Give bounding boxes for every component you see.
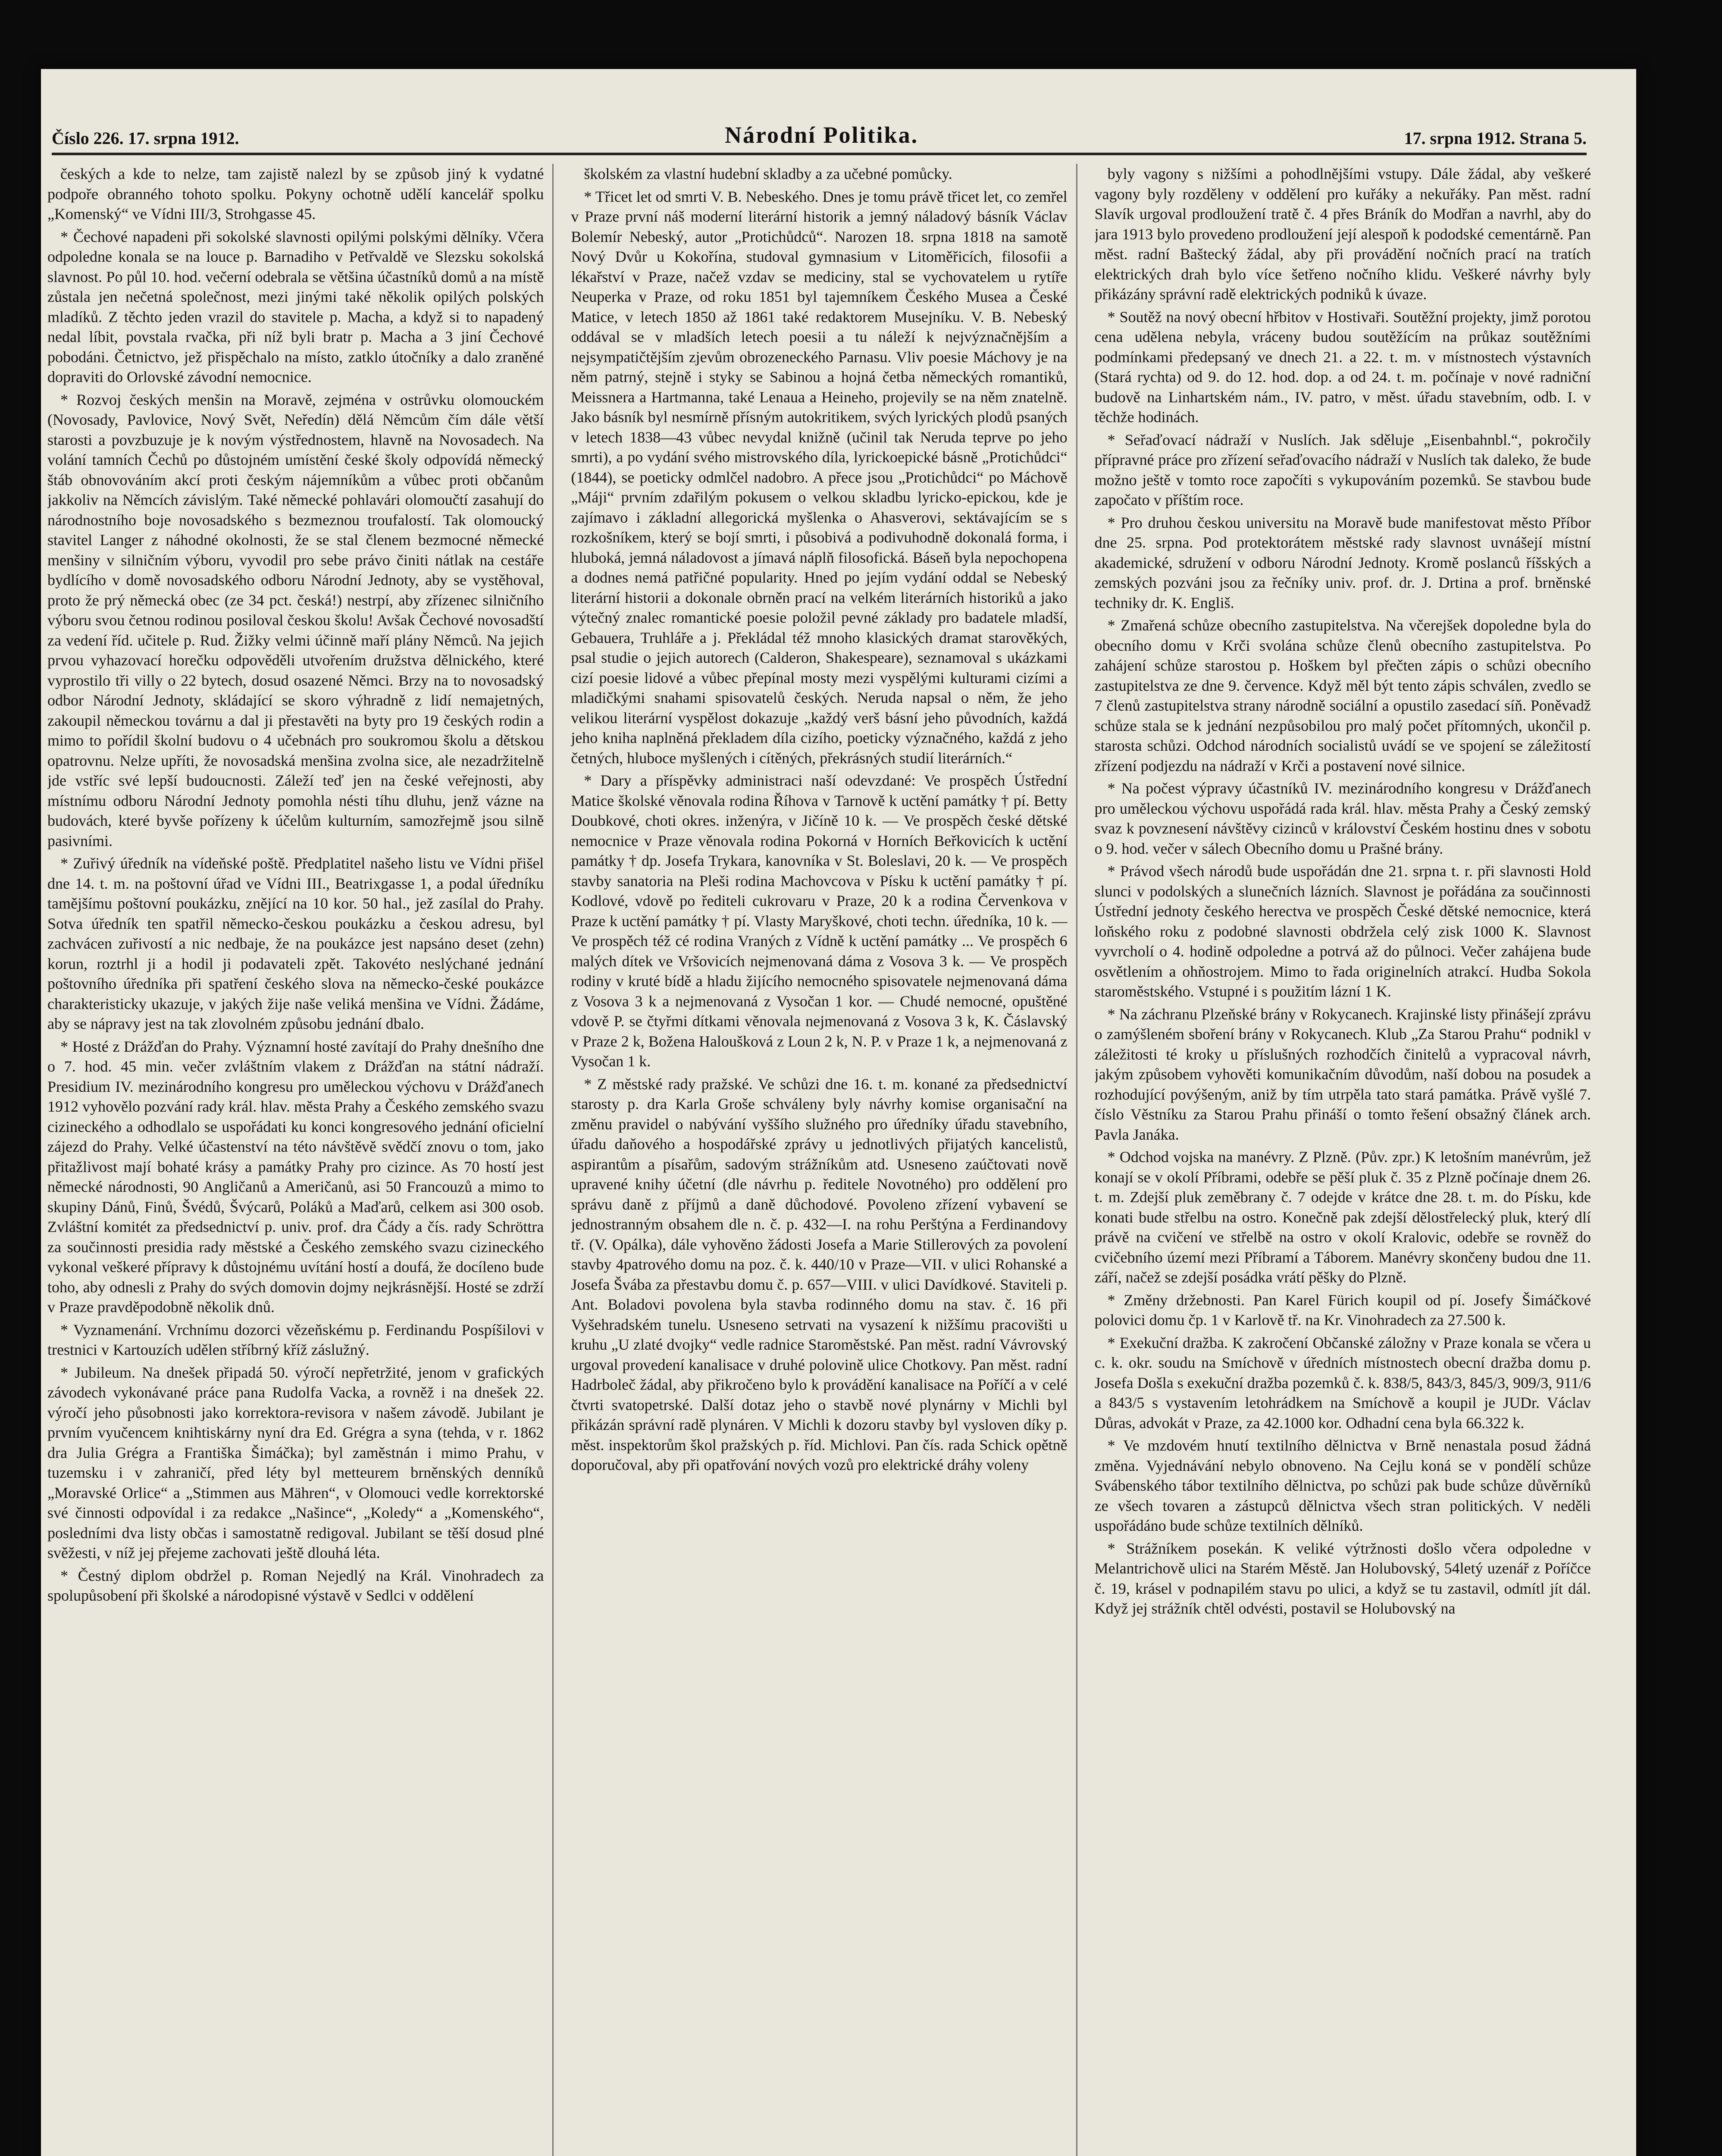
article-paragraph: školském za vlastní hudební skladby a za učebné pomůcky.	[584, 165, 952, 182]
article-paragraph: * Exekuční dražba. K zakročení Občanské záložny v Praze konala se včera u c. k. okr. soudu na Smíchově v úředních místnostech obecní dražba domu p. Josefa Došla s exekuční dražba pozemků č. k. 838/5, 843/3, 845/3, 909/3, 911/6 a 843/5 s vystavením letohrádkem na Smíchově a koupil je JUDr. Václav Důras, advokát v Praze, za 42.1000 kor. Odhadní cena byla 66.322 k.	[1094, 1334, 1591, 1432]
column-2	[571, 164, 1077, 2156]
article-paragraph: * Soutěž na nový obecní hřbitov v Hostivaři. Soutěžní projekty, jimž porotou cena udělena nebyla, vráceny budou soutěžícím na průkaz soutěžními podmínkami předepsaný ve dnech 21. a 22. t. m. v místnostech výstavních (Stará rychta) od 9. do 12. hod. dop. a od 24. t. m. počínaje v nové radniční budově na Linhartském nám., IV. patro, v měst. úřadu stavebním, odb. I. v těchže hodinách.	[1094, 308, 1591, 426]
article-paragraph: * Rozvoj českých menšin na Moravě, zejména v ostrůvku olomouckém (Novosady, Pavlovice, Nový Svět, Neředín) dělá Němcům čím dále větší starosti a povzbuzuje je k novým výstřednostem, hlavně na Novosadech. Na volání tamních Čechů po důstojném umístění české školy odpovídá německý štáb obnovováním akcí proti českým nájemníkům a vůbec proti občanům jakkoliv na Němcích závislým. Také německé pohlavári olomoučtí zasahují do národnostního boje novosadského s bezmeznou troufalostí. Tak olomoucký stavitel Langer z náhodné okolnosti, že se stal členem bezmocné německé menšiny v silničním výboru, vyvodil pro sebe právo činiti nátlak na cestáře bydlícího v domě novosadského odboru Národní Jednoty, aby se vystěhoval, proto že prý německá obec (ze 34 pct. česká!) nestrpí, aby zřízenec silničního výboru svou četnou rodinou posiloval českou školu! Avšak Čechové novosadští za vedení říd. učitele p. Rud. Žižky velmi účinně maří plány Němců. Na jejich prvou vyhazovací horečku odpověděli utvořením družstva dělnického, které vyprostilo tři villy o 22 bytech, dosud osazené Němci. Brzy na to novosadský odbor Národní Jednoty, skládající se skoro výhradně z lidí nemajetných, zakoupil německou továrnu a dal ji přestavěti na byty pro 19 českých rodin a mimo to pořídil školní budovu o 4 učebnách pro soukromou školu a dětskou opatrovnu. Nelze upříti, že novosadská menšina zvolna sice, ale nezadržitelně jde vstříc své lepší budoucnosti. Záleží teď jen na české veřejnosti, aby místnímu odboru Národní Jednoty pomohla nésti tíhu dluhu, jenž vázne na budovách, které byvše pořízeny k účelům kulturním, samozřejmě jsou silně pasivními.	[47, 391, 544, 849]
article-columns	[47, 164, 1600, 2156]
article-paragraph: * Změny držebnosti. Pan Karel Fürich koupil od pí. Josefy Šimáčkové polovici domu čp. 1 v Karlově tř. na Kr. Vinohradech za 27.500 k.	[1094, 1291, 1591, 1329]
article-paragraph: * Na počest výpravy účastníků IV. mezinárodního kongresu v Drážďanech pro uměleckou výchovu uspořádá rada král. hlav. města Prahy a Český zemský svaz k povznesení návštěvy cizinců v království Českém hostinu dnes v sobotu o 9. hod. večer v sálech Obecního domu u Prašné brány.	[1094, 780, 1591, 857]
newspaper-title: Národní Politika.	[725, 122, 919, 148]
article-paragraph: * Seřaďovací nádraží v Nuslích. Jak sděluje „Eisenbahnbl.“, pokročily přípravné práce pro zřízení seřaďovacího nádraží v Nuslích tak daleko, že bude možno ještě v tomto roce započíti s vykupováním pozemků. Se stavbou bude započato v příštím roce.	[1094, 431, 1591, 508]
article-paragraph: * Z městské rady pražské. Ve schůzi dne 16. t. m. konané za předsednictví starosty p. dra Karla Groše schváleny byly návrhy komise organisační na změnu pravidel o nabývání vyššího služného pro úředníky úřadu stavebního, úřadu daňového a hospodářské zprávy u jednotlivých přijatých kancelistů, aspirantům a písařům, sadovým strážníkům atd. Usneseno zaúčtovati nově upravené knihy účetní (dle návrhu p. ředitele Novotného) pro oddělení pro správu daně z příjmů a daně důchodové. Povoleno zřízení vybavení se jednostranným obsahem dle n. č. p. 432—I. na rohu Perštýna a Ferdinandovy tř. (V. Opálka), dále vyhověno žádosti Josefa a Marie Stillerových za povolení stavby 4patrového domu na poz. č. k. 440/10 v Praze—VII. v ulici Rohanské a Josefa Švába za přestavbu domu č. p. 657—VIII. v ulici Davídkové. Staviteli p. Ant. Boladovi povolena byla stavba rodinného domu na stav. č. 16 při Vyšehradském tunelu. Usneseno setrvati na vysazení k nižšímu pracovišti u kruhu „U zlaté dvojky“ vedle radnice Staroměstské. Pan měst. radní Vávrovský urgoval provedení kanalisace v druhé polovině ulice Chotkovy. Pan měst. radní Hadrboleč žádal, aby přikročeno bylo k provádění kanalisace na Poříčí a v celé čtvrti svatopetrské. Další dotaz jeho o stavbě nové plynárny v Michli byl přikázán správní radě plynáren. V Michli k dozoru stavby byl vysloven díky p. měst. inspektorům škol pražských p. říd. Michlovi. Pan čís. rada Schick opětně doporučoval, aby při opatřování nových vozů pro elektrické dráhy voleny	[571, 1075, 1068, 1473]
article-paragraph: * Hosté z Drážďan do Prahy. Významní hosté zavítají do Prahy dnešního dne o 7. hod. 45 min. večer zvláštním vlakem z Drážďan na státní nádraží. Presidium IV. mezinárodního kongresu pro uměleckou výchovu v Drážďanech 1912 vyhovělo pozvání rady král. hlav. města Prahy a Českého zemského svazu cizineckého a odhodlalo se uspořádati ku konci kongresového jednání oficielní zájezd do Prahy. Velké účastenství na této návštěvě svědčí znovu o tom, jako přitažlivost mají bohaté krásy a památky Prahy pro cizince. As 70 hostí jest německé národnosti, 90 Angličanů a Američanů, asi 50 Francouzů a mimo to skupiny Dánů, Finů, Švédů, Švýcarů, Poláků a Maďarů, celkem asi 300 osob. Zvláštní komitét za předsednictví p. univ. prof. dra Čády a čís. rady Schröttra za součinnosti presidia rady městské a Českého zemského svazu cizineckého vykonal veškeré přípravy k důstojnému uvítání hostí a doufá, že docíleno bude toho, aby odnesli z Prahy do svých domovin dojmy nejkrásnější. Hosté se zdrží v Praze pravděpodobně několik dnů.	[47, 1037, 544, 1316]
article-paragraph: * Ve mzdovém hnutí textilního dělnictva v Brně nenastala posud žádná změna. Vyjednávání nebylo obnoveno. Na Cejlu koná se v pondělí schůze Svábenského tábor textilního dělnictva, po schůzi pak bude schůze důvěrníků ze všech tovaren a zástupců dělnictva všech stran politických. V neděli uspořádáno bude schůze textilních dělníků.	[1094, 1437, 1591, 1534]
article-paragraph: * Jubileum. Na dnešek připadá 50. výročí nepřetržité, jenom v grafických závodech vykonávané práce pana Rudolfa Vacka, a rovněž i na dnešek 22. výročí jeho působnosti jako korrektora-revisora v našem závodě. Jubilant je prvním vyučencem knihtiskárny nyní dra Ed. Grégra a syna (tehda, v r. 1862 dra Julia Grégra a Františka Šimáčka); byl zaměstnán i mimo Prahu, v tuzemsku i v zahraničí, před léty byl metteurem brněnských denníků „Moravské Orlice“ a „Stimmen aus Mähren“, v Olomouci vedle korrektorské své činnosti odpovídal i za redakce „Našince“, „Koledy“ a „Komenského“, posledními dva listy občas i samostatně redigoval. Jubilant se těší dosud plné svěžesti, v níž jej přejeme zachovati ještě dlouhá léta.	[47, 1363, 544, 1561]
article-paragraph: * Čestný diplom obdržel p. Roman Nejedlý na Král. Vinohradech za spolupůsobení při školské a národopisné výstavě v Sedlci v oddělení	[47, 1567, 544, 1604]
article-paragraph: * Čechové napadeni při sokolské slavnosti opilými polskými dělníky. Včera odpoledne konala se na louce p. Barnadiho v Petřvaldě ve Slezsku sokolská slavnost. Po půl 10. hod. večerní odebrala se většina účastníků domů a na místě zůstala jen nečetná společnost, mezi jinými také několik opilých polských mladíků. Z těchto jeden vrazil do stavitele p. Macha, a když si to napadený nedal líbit, povstala rvačka, při níž byli bratr p. Macha a 3 jiní Čechové pobodáni. Četnictvo, jež přispěchalo na místo, zatklo útočníky a dalo zraněné dopraviti do Orlovské závodní nemocnice.	[47, 228, 544, 385]
article-paragraph: * Vyznamenání. Vrchnímu dozorci vězeňskému p. Ferdinandu Pospíšilovi v trestnici v Kartouzích udělen stříbrný kříž záslužný.	[47, 1321, 544, 1358]
article-paragraph: českých a kde to nelze, tam zajistě nalezl by se způsob jiný k vydatné podpoře obranného tohoto spolku. Pokyny ochotně udělí kancelář spolku „Komenský“ ve Vídni III/3, Strohgasse 45.	[47, 165, 544, 222]
article-paragraph: * Na záchranu Plzeňské brány v Rokycanech. Krajinské listy přinášejí zprávu o zamýšleném sboření brány v Rokycanech. Klub „Za Starou Prahu“ podnikl v záležitosti té kroky u příslušných rozhodčích činitelů a vypracoval návrh, jakým způsobem vyhověti komunikačním důvodům, naší dobou na posudek a rozhodující povýšeným, aniž by tím utrpěla tato stará památka. Právě vyšlé 7. číslo Věstníku za Starou Prahu přináší o tomto řešení obsažný článek arch. Pavla Janáka.	[1094, 1005, 1591, 1143]
column-3	[1095, 164, 1600, 2156]
header-issue-date: Číslo 226. 17. srpna 1912.	[52, 128, 239, 148]
article-paragraph: * Zmařená schůze obecního zastupitelstva. Na včerejšek dopoledne byla do obecního domu v Krči svolána schůze členů obecního zastupitelstva. Po zahájení schůze starostou p. Hoškem byl přečten zápis o schůzi obecního zastupitelstva ze dne 9. července. Když měl být tento zápis schválen, zvedlo se 7 členů zastupitelstva strany národně sociální a opustilo zasedací síň. Poněvadž schůze stala se k jednání nezpůsobilou pro malý počet přítomných, ukončil p. starosta schůzi. Odchod národních socialistů uvádí se ve spojení se záležitostí zřízení podjezdu na nádraží v Krči a postavení nové silnice.	[1094, 617, 1591, 774]
article-paragraph: * Zuřivý úředník na vídeňské poště. Předplatitel našeho listu ve Vídni přišel dne 14. t. m. na poštovní úřad ve Vídni III., Beatrixgasse 1, a podal úředníku tamějšímu poštovní poukázku, znějící na 10 kor. 50 hal., jež zasílal do Prahy. Sotva úředník ten spatřil německo-českou poukázku a českou adresu, byl zachvácen zuřivostí a nic nedbaje, že na poukázce jest napsáno deset (zehn) korun, roztrhl ji a hodil ji podavateli zpět. Takovéto neslýchané jednání poštovního úředníka při spatření českého slova na německo-české poukázce charakteristicky ukazuje, v jakých žije naše veliká menšina ve Vídni. Žádáme, aby se nápravy jest na tak zlovolném způsobu jednání dbalo.	[47, 855, 544, 1032]
article-paragraph: byly vagony s nižšími a pohodlnějšími vstupy. Dále žádal, aby veškeré vagony byly rozděleny v oddělení pro kuřáky a nekuřáky. Pan měst. radní Slavík urgoval prodloužení tratě č. 4 přes Bráník do Modřan a navrhl, aby do jara 1913 bylo provedeno prodloužení její alespoň k pododské cementárně. Pan měst. radní Baštecký žádal, aby při provádění nočních prací na tratích elektrických drah bylo více šetřeno nočního klidu. Veškeré návrhy byly přikázány správní radě elektrických podniků k úvaze.	[1094, 165, 1591, 303]
article-paragraph: * Pro druhou českou universitu na Moravě bude manifestovat město Příbor dne 25. srpna. Pod protektorátem městské rady slavnost uvnášejí místní akademické, sdružení v odboru Národní Jednoty. Kromě poslanců říšských a zemských pozváni jsou za řečníky univ. prof. dr. J. Drtina a prof. brněnské techniky dr. K. Engliš.	[1094, 514, 1591, 611]
header-page-number: 17. srpna 1912. Strana 5.	[1404, 128, 1587, 148]
article-paragraph: * Odchod vojska na manévry. Z Plzně. (Pův. zpr.) K letošním manévrům, jež konají se v okolí Příbrami, odebře se pěší pluk č. 35 z Plzně počínaje dnem 26. t. m. Zdejší pluk zeměbrany č. 7 odejde v krátce dne 28. t. m. do Písku, kde konati bude střelbu na ostro. Konečně pak zdejší dělostřelecký pluk, který dlí právě na cvičení ve střelbě na ostro v okolí Kralovic, odebře se rovněž do cvičebního území mezi Příbramí a Táborem. Manévry skončeny budou dne 11. září, načež se zdejší posádka vrátí pěšky do Plzně.	[1094, 1148, 1591, 1286]
page-header	[52, 91, 1587, 155]
article-paragraph: * Dary a příspěvky administraci naší odevzdané: Ve prospěch Ústřední Matice školské věnovala rodina Říhova v Tarnově k uctění památky † pí. Betty Doubkové, choti okres. inženýra, v Jičíně 10 k. — Ve prospěch české dětské nemocnice v Praze věnovala rodina Pokorná v Horních Beřkovicích k uctění památky † dp. Josefa Trykara, kanovníka v St. Boleslavi, 20 k. — Ve prospěch stavby sanatoria na Pleši rodina Machovcova v Písku k uctění památky † pí. Kodlové, vdově po řediteli cukrovaru v Praze, 20 k a rodina Červenkova v Praze k uctění památky † pí. Vlasty Maryškové, choti techn. úředníka, 10 k. — Ve prospěch též cé rodina Vraných z Vídně k uctění památky ... Ve prospěch 6 malých dítek ve Vršovicích nejmenovaná dáma z Vosova 3 k. — Ve prospěch rodiny v kruté bídě a hladu žijícího nemocného spisovatele nejmenovaná dáma z Vosova 3 k a nejmenovaná z Vysočan 1 kor. — Chudé nemocné, opuštěné vdově P. se čtyřmi dítkami věnovala nejmenovaná z Vosova 3 k, K. Čáslavský v Praze 2 k, Božena Haloušková z Loun 2 k, N. P. v Praze 1 k, a nejmenovaná z Vysočan 1 k.	[571, 772, 1068, 1070]
column-1	[47, 164, 554, 2156]
article-paragraph: * Právod všech národů bude uspořádán dne 21. srpna t. r. při slavnosti Hold slunci v podolských a slunečních lázních. Slavnost je pořádána za součinnosti Ústřední jednoty českého herectva ve prospěch České dětské nemocnice, která loňského roku z podobné slavnosti obdržela celý zisk 1000 K. Slavnost vyvrcholí o 4. hodině odpoledne a potrvá až do půlnoci. Večer zahájena bude osvětlením a ohňostrojem. Mimo to řada originelních atrakcí. Hudba Sokola staroměstského. Vstupné i s použitím lázní 1 K.	[1094, 862, 1591, 1000]
article-paragraph: * Třicet let od smrti V. B. Nebeského. Dnes je tomu právě třicet let, co zemřel v Praze první náš moderní literární historik a jemný náladový básník Václav Bolemír Nebeský, autor „Protichůdců“. Narozen 18. srpna 1818 na samotě Nový Dvůr u Kokořína, studoval gymnasium v Litoměřicích, filosofii a lékařství v Praze, načež vzdav se mediciny, stal se vychovatelem u rytíře Neuperka v Praze, od roku 1851 byl tajemníkem Českého Musea a České Matice, v letech 1850 až 1861 také redaktorem Musejníku. V. B. Nebeský oddával se v mladších letech poesii a tu náleží k nejvýznačnějším a nejsympatičtějším zjevům obrozeneckého Parnasu. Vliv poesie Máchovy je na něm patrný, stejně i styky se Sabinou a hojná četba německých romantiků, Meissnera a Hartmanna, také Lenaua a Heineho, projevily se na něm znatelně. Jako básník byl nesmírně přísným autokritikem, svých lyrických plodů psaných v letech 1838—43 vůbec nevydal knižně (učinil tak Neruda teprve po jeho smrti), a po vydání svého mistrovského díla, lyrickoepické básně „Protichůdci“ (1844), se poeticky odmlčel nadobro. A přece jsou „Protichůdci“ po Máchově „Máji“ prvním zdařilým pokusem o velkou skladbu lyricko-epickou, kde je zajímavo i základní allegorická myšlenka o Ahasverovi, sektávajícím se s rozkošníkem, který se bojí smrti, i působivá a podivuhodně dokonalá forma, i hluboká, jemná náladovost a jímavá náplň filosofická. Báseň byla nepochopena a dodnes nemá patřičné popularity. Hned po jejím vydání oddal se Nebeský literární historii a dokonale obrněn prací na velkém literárních historiků a jako výtečný znalec romantické poesie položil pevné základy pro badatele mladší, Gebauera, Truhláře a j. Překládal též mnoho klasických dramat starověkých, psal studie o jejich autorech (Calderon, Shakespeare), seznamoval s ukázkami cizí poesie lidové a vůbec přepínal mosty mezi vyspělými kulturami cizími a mladičkými snahami spisovatelů českých. Neruda napsal o něm, že jeho velikou literární vyspělost dokazuje „každý verš básní jeho původních, každá jeho kniha naplněná překladem díla cizího, poeticky význačného, každá z jeho četných, hluboce myšlených i cítěných, překrásných studií literárních.“	[571, 188, 1068, 767]
article-paragraph: * Strážníkem posekán. K veliké výtržnosti došlo včera odpoledne v Melantrichově ulici na Starém Městě. Jan Holubovský, 54letý uzenář z Poříčce č. 19, krásel v podnapilém stavu po ulici, a když se tu zastavil, odmítl jít dál. Když jej strážník chtěl odvésti, postavil se Holubovský na	[1094, 1539, 1591, 1617]
